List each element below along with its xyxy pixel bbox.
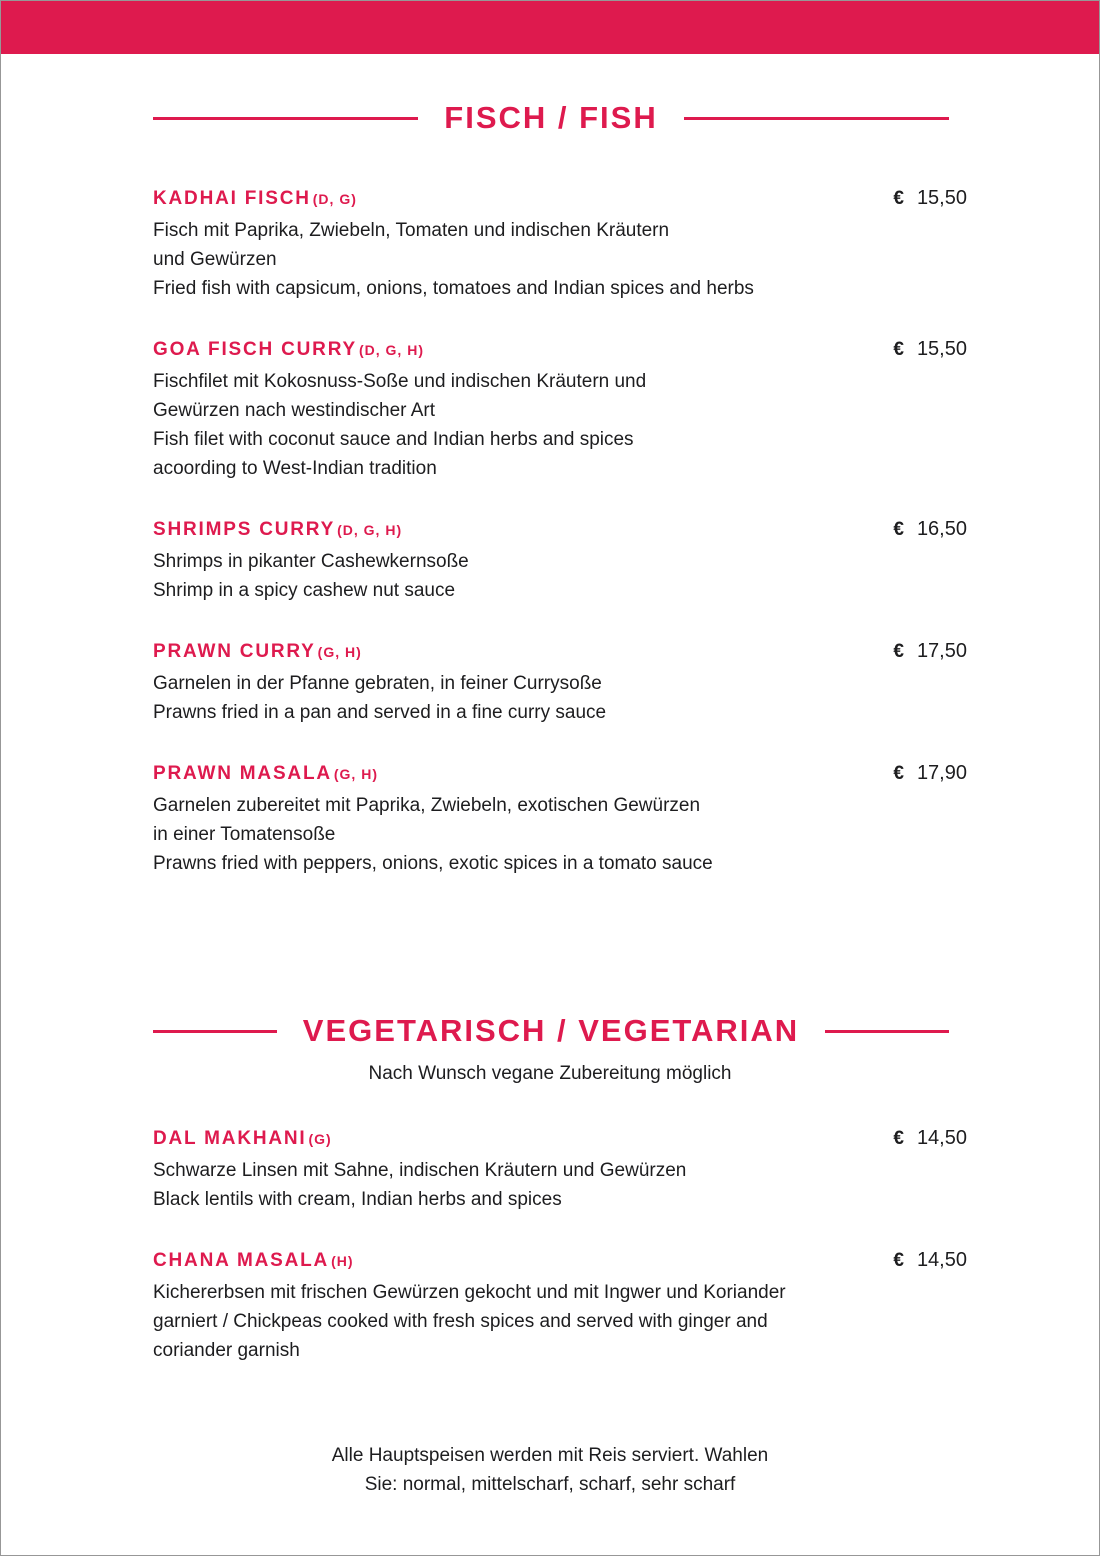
item-description-line: Kichererbsen mit frischen Gewürzen gekocht und mit Ingwer und Koriander: [153, 1282, 786, 1303]
heading-rule-right: [825, 1030, 949, 1033]
item-allergens: (D, G): [312, 191, 357, 207]
item-name: PRAWN CURRY: [153, 641, 316, 662]
euro-sign: €: [893, 763, 904, 784]
section-fish: [1, 100, 1099, 878]
item-description-line: Fisch mit Paprika, Zwiebeln, Tomaten und indischen Kräutern: [153, 220, 670, 241]
item-description: [153, 669, 967, 727]
euro-sign: €: [893, 188, 904, 209]
menu-item-prawn-masala: [153, 759, 967, 878]
item-name: KADHAI FISCH: [153, 188, 311, 209]
item-name-group: [153, 637, 362, 667]
item-price: [893, 515, 967, 544]
item-head: [153, 335, 967, 365]
section-vegetarian: [1, 1013, 1099, 1365]
section-subtitle: Nach Wunsch vegane Zubereitung möglich: [368, 1063, 732, 1084]
item-description-line: Gewürzen nach westindischer Art: [153, 400, 435, 421]
item-name: DAL MAKHANI: [153, 1128, 307, 1149]
item-allergens: (G): [308, 1131, 332, 1147]
item-description: [153, 1156, 967, 1214]
item-price: [893, 335, 967, 364]
item-description: [153, 216, 967, 303]
item-name-group: [153, 515, 402, 545]
item-name-group: [153, 759, 378, 789]
item-name-group: [153, 184, 357, 214]
item-description-line: Black lentils with cream, Indian herbs and spices: [153, 1189, 562, 1210]
euro-sign: €: [893, 339, 904, 360]
item-head: [153, 637, 967, 667]
item-name-group: [153, 1246, 354, 1276]
menu-item-kadhai-fisch: [153, 184, 967, 303]
item-list-fish: [153, 184, 967, 878]
item-head: [153, 1246, 967, 1276]
menu-item-chana-masala: [153, 1246, 967, 1365]
item-description-line: Schwarze Linsen mit Sahne, indischen Kräutern und Gewürzen: [153, 1160, 687, 1181]
item-name-group: [153, 335, 424, 365]
item-allergens: (G, H): [333, 766, 378, 782]
item-description-line: Fried fish with capsicum, onions, tomatoes and Indian spices and herbs: [153, 278, 754, 299]
menu-item-goa-fisch-curry: [153, 335, 967, 483]
item-description-line: garniert / Chickpeas cooked with fresh spices and served with ginger and: [153, 1311, 768, 1332]
item-head: [153, 759, 967, 789]
item-description-line: coriander garnish: [153, 1340, 300, 1361]
footer-note-line: Alle Hauptspeisen werden mit Reis serviert. Wahlen: [331, 1445, 769, 1466]
price-value: 15,50: [916, 187, 967, 209]
price-value: 14,50: [916, 1249, 967, 1271]
item-description-line: Prawns fried in a pan and served in a fine curry sauce: [153, 702, 607, 723]
section-title: FISCH / FISH: [444, 100, 658, 135]
euro-sign: €: [893, 641, 904, 662]
menu-item-prawn-curry: [153, 637, 967, 727]
item-head: [153, 515, 967, 545]
price-value: 16,50: [916, 518, 967, 540]
item-price: [893, 759, 967, 788]
menu-item-shrimps-curry: [153, 515, 967, 605]
price-value: 17,50: [916, 640, 967, 662]
section-heading-fish: [153, 100, 949, 136]
heading-rule-right: [684, 117, 949, 120]
item-description: [153, 791, 967, 878]
price-value: 15,50: [916, 338, 967, 360]
section-heading-vegetarian: [153, 1013, 949, 1049]
item-head: [153, 184, 967, 214]
item-description-line: Shrimp in a spicy cashew nut sauce: [153, 580, 456, 601]
top-accent-bar: [1, 1, 1099, 54]
item-description-line: in einer Tomatensoße: [153, 824, 336, 845]
item-allergens: (G, H): [317, 644, 362, 660]
footer-note-line: Sie: normal, mittelscharf, scharf, sehr scharf: [364, 1474, 736, 1495]
price-value: 14,50: [916, 1127, 967, 1149]
item-description-line: Fischfilet mit Kokosnuss-Soße und indischen Kräutern und: [153, 371, 647, 392]
price-value: 17,90: [916, 762, 967, 784]
item-description-line: Prawns fried with peppers, onions, exotic spices in a tomato sauce: [153, 853, 713, 874]
item-name: GOA FISCH CURRY: [153, 339, 357, 360]
item-description-line: Garnelen in der Pfanne gebraten, in feiner Currysoße: [153, 673, 602, 694]
item-price: [893, 184, 967, 213]
item-head: [153, 1124, 967, 1154]
heading-rule-left: [153, 117, 418, 120]
item-price: [893, 1124, 967, 1153]
euro-sign: €: [893, 1128, 904, 1149]
footer-note: [1, 1441, 1099, 1499]
item-description-line: Fish filet with coconut sauce and Indian herbs and spices: [153, 429, 634, 450]
item-name: PRAWN MASALA: [153, 763, 332, 784]
item-description-line: Shrimps in pikanter Cashewkernsoße: [153, 551, 469, 572]
item-price: [893, 1246, 967, 1275]
item-description-line: Garnelen zubereitet mit Paprika, Zwiebeln, exotischen Gewürzen: [153, 795, 701, 816]
item-description: [153, 547, 967, 605]
item-description-line: und Gewürzen: [153, 249, 277, 270]
euro-sign: €: [893, 1250, 904, 1271]
item-price: [893, 637, 967, 666]
section-title: VEGETARISCH / VEGETARIAN: [302, 1013, 800, 1048]
item-allergens: (H): [331, 1253, 354, 1269]
menu-item-dal-makhani: [153, 1124, 967, 1214]
item-description: [153, 367, 967, 483]
heading-rule-left: [153, 1030, 277, 1033]
item-description-line: acoording to West-Indian tradition: [153, 458, 437, 479]
euro-sign: €: [893, 519, 904, 540]
item-name: CHANA MASALA: [153, 1250, 330, 1271]
item-description: [153, 1278, 967, 1365]
item-name-group: [153, 1124, 332, 1154]
item-allergens: (D, G, H): [337, 522, 403, 538]
item-list-vegetarian: [153, 1124, 967, 1365]
item-allergens: (D, G, H): [358, 342, 424, 358]
item-name: SHRIMPS CURRY: [153, 519, 336, 540]
